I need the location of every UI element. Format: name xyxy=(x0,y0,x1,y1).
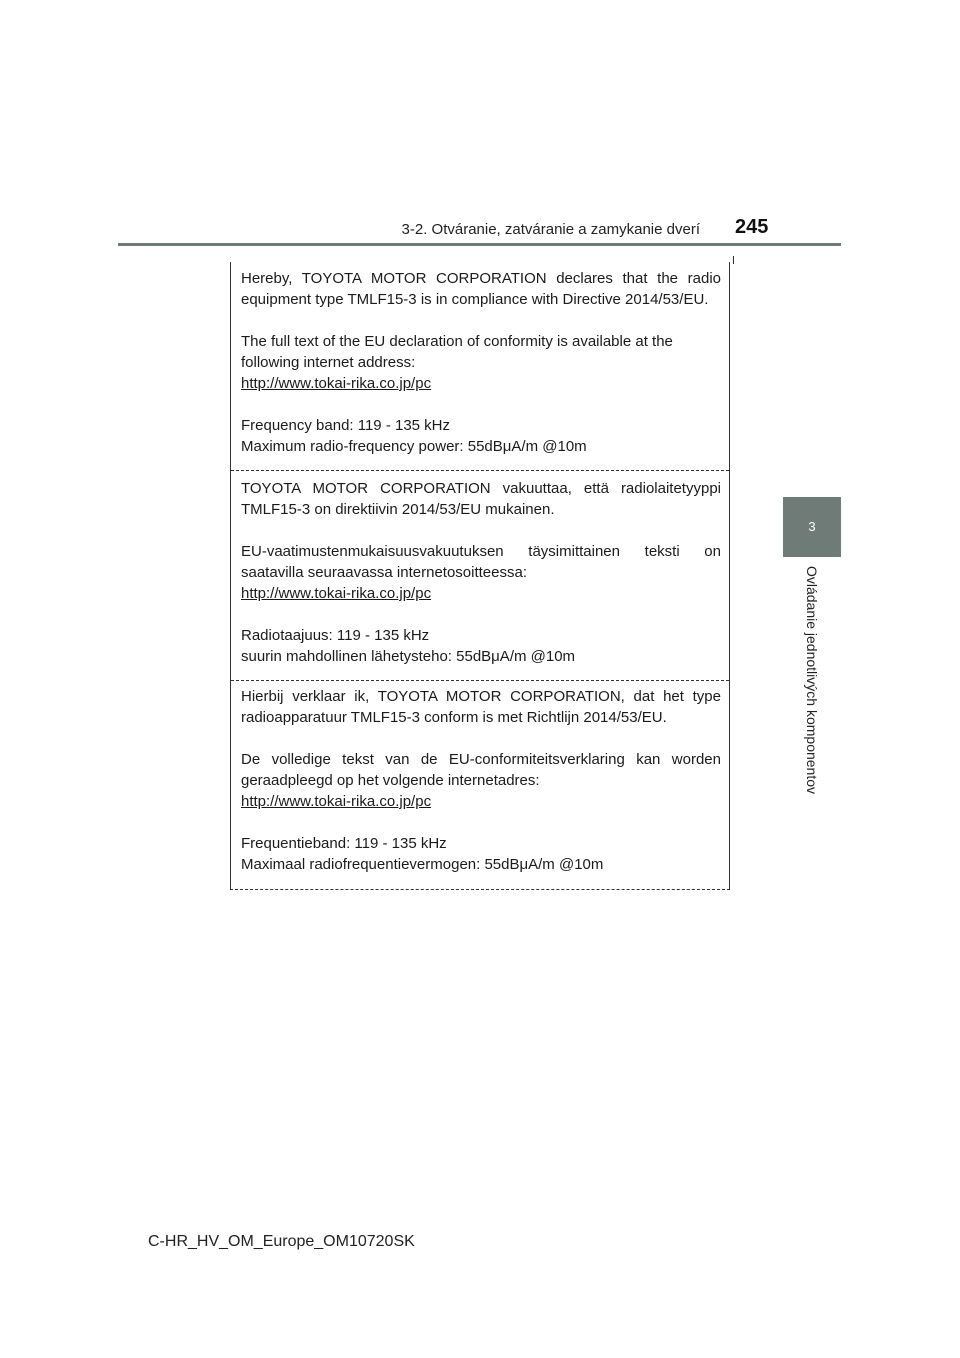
declaration-link[interactable]: http://www.tokai-rika.co.jp/pc xyxy=(241,793,432,810)
corner-tick xyxy=(733,256,734,264)
conformity-declaration-scan xyxy=(230,262,730,890)
section-title: 3-2. Otváranie, zatváranie a zamykanie dverí xyxy=(401,221,700,238)
declaration-line: TMLF15-3 on direktiivin 2014/53/EU mukainen. xyxy=(241,501,555,518)
declaration-dutch xyxy=(241,686,721,875)
frequency-band: Radiotaajuus: 119 - 135 kHz xyxy=(241,627,430,644)
declaration-line: radioapparatuur TMLF15-3 conform is met Richtlijn 2014/53/EU. xyxy=(241,709,667,726)
declaration-line: Hierbij verklaar ik, TOYOTA MOTOR CORPORATION, dat het type xyxy=(241,688,721,705)
declaration-finnish xyxy=(241,478,721,667)
declaration-line: geraadpleegd op het volgende internetadres: xyxy=(241,772,540,789)
declaration-line: Hereby, TOYOTA MOTOR CORPORATION declares that the radio xyxy=(241,270,721,287)
chapter-tab xyxy=(783,497,841,557)
chapter-title: Ovládanie jednotlivých komponentov xyxy=(804,565,820,795)
declaration-line: equipment type TMLF15-3 is in compliance with Directive 2014/53/EU. xyxy=(241,291,709,308)
max-power: Maximum radio-frequency power: 55dBμA/m @10m xyxy=(241,438,587,455)
max-power: Maximaal radiofrequentievermogen: 55dBμA/m @10m xyxy=(241,856,604,873)
declaration-line: EU-vaatimustenmukaisuusvakuutuksen täysimittainen teksti on xyxy=(241,543,721,560)
page-number: 245 xyxy=(735,216,769,238)
section-divider xyxy=(231,470,729,471)
declaration-english xyxy=(241,268,721,457)
frequency-band: Frequency band: 119 - 135 kHz xyxy=(241,417,451,434)
declaration-line: saatavilla seuraavassa internetosoitteessa: xyxy=(241,564,527,581)
chapter-number: 3 xyxy=(808,519,816,534)
frequency-band: Frequentieband: 119 - 135 kHz xyxy=(241,835,447,852)
document-code: C-HR_HV_OM_Europe_OM10720SK xyxy=(148,1233,415,1250)
declaration-line: The full text of the EU declaration of conformity is available at the xyxy=(241,333,673,350)
max-power: suurin mahdollinen lähetysteho: 55dBμA/m @10m xyxy=(241,648,576,665)
declaration-line: De volledige tekst van de EU-conformiteitsverklaring kan worden xyxy=(241,751,721,768)
declaration-line: TOYOTA MOTOR CORPORATION vakuuttaa, että radiolaitetyyppi xyxy=(241,480,721,497)
declaration-line: following internet address: xyxy=(241,354,416,371)
declaration-link[interactable]: http://www.tokai-rika.co.jp/pc xyxy=(241,375,432,392)
declaration-link[interactable]: http://www.tokai-rika.co.jp/pc xyxy=(241,585,432,602)
section-divider xyxy=(231,680,729,681)
header-divider xyxy=(118,243,841,246)
